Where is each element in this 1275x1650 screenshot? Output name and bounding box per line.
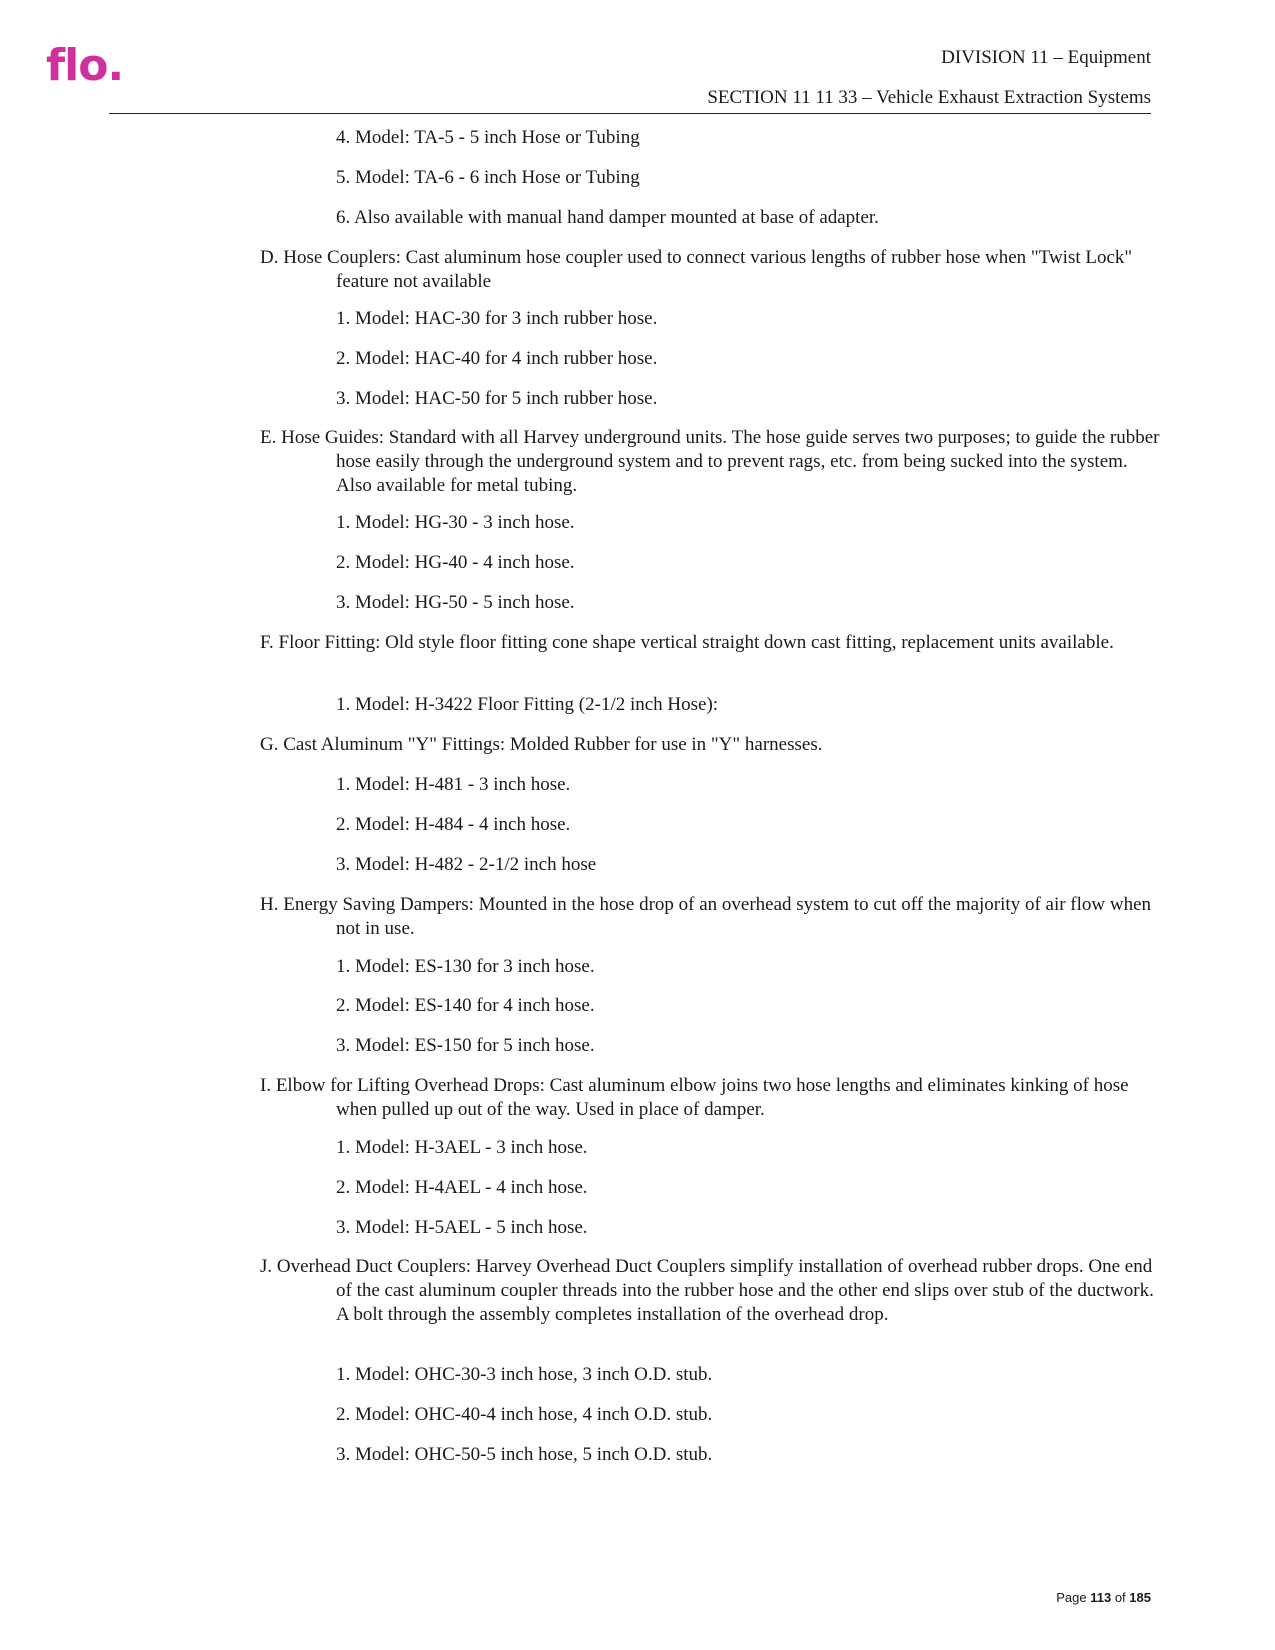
list-item: 4. Model: TA-5 - 5 inch Hose or Tubing <box>336 127 640 148</box>
list-item: 2. Model: ES-140 for 4 inch hose. <box>336 995 595 1016</box>
list-item: 1. Model: H-3422 Floor Fitting (2-1/2 inch Hose): <box>336 694 719 715</box>
list-item: 2. Model: HAC-40 for 4 inch rubber hose. <box>336 348 658 369</box>
page-current: 113 <box>1090 1590 1112 1605</box>
page-of-label: of <box>1114 1590 1126 1605</box>
list-item: 2. Model: HG-40 - 4 inch hose. <box>336 552 575 573</box>
list-item: 1. Model: OHC-30-3 inch hose, 3 inch O.D. stub. <box>336 1364 713 1385</box>
list-item: 2. Model: OHC-40-4 inch hose, 4 inch O.D. stub. <box>336 1404 713 1425</box>
section-heading-i: I. Elbow for Lifting Overhead Drops: Cast aluminum elbow joins two hose lengths and eliminates kinking of hose when pulled up out of the way. Used in place of damper. <box>260 1075 1129 1120</box>
list-item: 5. Model: TA-6 - 6 inch Hose or Tubing <box>336 167 640 188</box>
section-heading-d: D. Hose Couplers: Cast aluminum hose coupler used to connect various lengths of rubber hose when "Twist Lock" feature not available <box>260 247 1133 292</box>
section-heading-e: E. Hose Guides: Standard with all Harvey underground units. The hose guide serves two purposes; to guide the rubber hose easily through the underground system and to prevent rags, etc. from being sucked into the system. Also available for metal tubing. <box>260 427 1160 496</box>
page-number <box>1056 1590 1151 1605</box>
list-item: 3. Model: H-5AEL - 5 inch hose. <box>336 1217 588 1238</box>
list-item: 3. Model: ES-150 for 5 inch hose. <box>336 1035 595 1056</box>
division-title: DIVISION 11 – Equipment <box>941 47 1151 68</box>
list-item: 2. Model: H-484 - 4 inch hose. <box>336 814 571 835</box>
header-divider <box>109 113 1151 114</box>
list-item: 1. Model: HG-30 - 3 inch hose. <box>336 512 575 533</box>
list-item: 1. Model: HAC-30 for 3 inch rubber hose. <box>336 308 658 329</box>
list-item: 2. Model: H-4AEL - 4 inch hose. <box>336 1177 588 1198</box>
list-item: 1. Model: ES-130 for 3 inch hose. <box>336 956 595 977</box>
page-label: Page <box>1056 1590 1087 1605</box>
section-heading-j: J. Overhead Duct Couplers: Harvey Overhead Duct Couplers simplify installation of overhead rubber drops. One end of the cast aluminum coupler threads into the rubber hose and the other end slips over stub of the ductwork. A bolt through the assembly completes installation of the overhead drop. <box>260 1256 1154 1325</box>
page-total: 185 <box>1129 1590 1151 1605</box>
section-heading-g: G. Cast Aluminum "Y" Fittings: Molded Rubber for use in "Y" harnesses. <box>260 734 823 755</box>
list-item: 3. Model: HG-50 - 5 inch hose. <box>336 592 575 613</box>
list-item: 3. Model: HAC-50 for 5 inch rubber hose. <box>336 388 658 409</box>
list-item: 6. Also available with manual hand damper mounted at base of adapter. <box>336 207 879 228</box>
section-title: SECTION 11 11 33 – Vehicle Exhaust Extraction Systems <box>707 87 1151 108</box>
flo-logo: flo. <box>46 40 124 91</box>
list-item: 3. Model: H-482 - 2-1/2 inch hose <box>336 854 597 875</box>
section-heading-h: H. Energy Saving Dampers: Mounted in the hose drop of an overhead system to cut off the majority of air flow when not in use. <box>260 894 1152 939</box>
section-heading-f: F. Floor Fitting: Old style floor fitting cone shape vertical straight down cast fitting, replacement units available. <box>260 632 1114 653</box>
list-item: 3. Model: OHC-50-5 inch hose, 5 inch O.D. stub. <box>336 1444 713 1465</box>
list-item: 1. Model: H-481 - 3 inch hose. <box>336 774 571 795</box>
list-item: 1. Model: H-3AEL - 3 inch hose. <box>336 1137 588 1158</box>
